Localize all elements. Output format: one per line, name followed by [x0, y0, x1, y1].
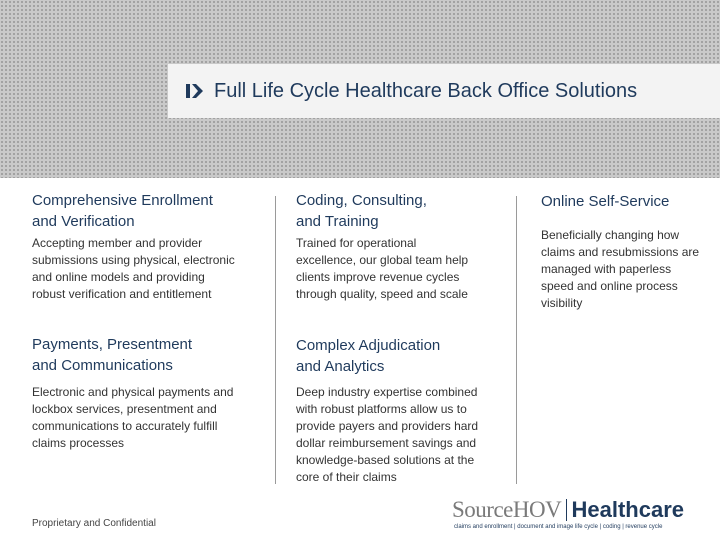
- section-body-adjudication: Deep industry expertise combined with robust platforms allow us to provide payers and providers hard dollar reimbursement savings and knowledge-based solutions at the core of their claims: [296, 385, 479, 484]
- title-banner: [168, 64, 720, 118]
- chevron-right-icon: [186, 83, 204, 99]
- logo-healthcare-text: Healthcare: [571, 497, 684, 522]
- logo-divider: [566, 499, 567, 521]
- section-title-payments: Payments, Presentment and Communications: [32, 336, 193, 374]
- section-title-self-service: Online Self-Service: [541, 193, 670, 210]
- logo-tagline: claims and enrollment | document and image life cycle | coding | revenue cycle: [454, 524, 663, 530]
- section-title-adjudication: Complex Adjudication and Analytics: [296, 337, 441, 375]
- section-body-coding: Trained for operational excellence, our global team help clients improve revenue cycles through quality, speed and scale: [296, 236, 469, 301]
- section-body-enrollment: Accepting member and provider submissions using physical, electronic and online models and providing robust verification and entitlement: [32, 236, 235, 301]
- page-title: Full Life Cycle Healthcare Back Office Solutions: [214, 79, 638, 102]
- section-body-payments: Electronic and physical payments and lockbox services, presentment and communications to accurately fulfill claims processes: [32, 385, 234, 450]
- section-body-self-service: Beneficially changing how claims and resubmissions are managed with paperless speed and online process visibility: [541, 228, 700, 310]
- logo-source-text: SourceHOV: [452, 497, 562, 522]
- column-divider-1: [275, 196, 276, 484]
- company-logo: [452, 498, 684, 532]
- column-divider-2: [516, 196, 517, 484]
- section-title-enrollment: Comprehensive Enrollment and Verification: [32, 192, 213, 230]
- section-title-coding: Coding, Consulting, and Training: [296, 192, 427, 230]
- footer-confidential: Proprietary and Confidential: [32, 518, 156, 529]
